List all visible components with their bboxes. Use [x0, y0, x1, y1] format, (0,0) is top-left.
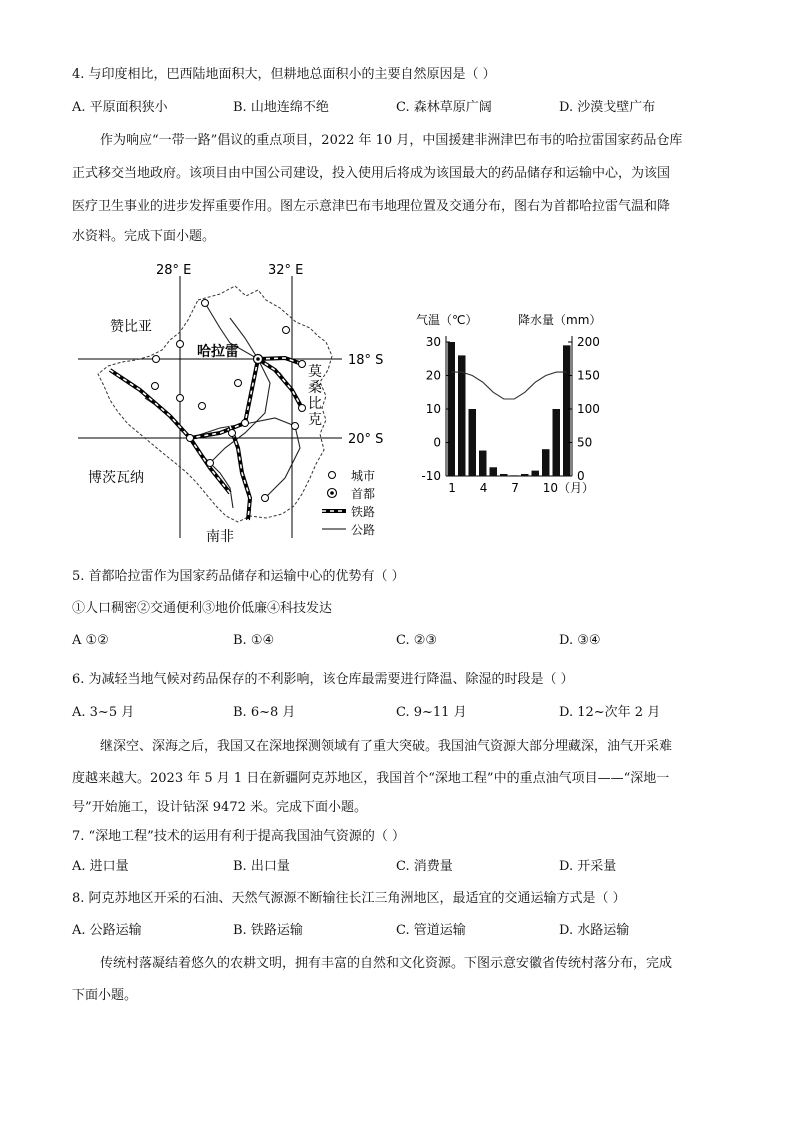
- passage1-line-2: 正式移交当地政府。该项目由中国公司建设，投入使用后将成为该国最大的药品储存和运输中心，为该国: [72, 166, 671, 181]
- city-marker: [207, 460, 214, 467]
- q5-option-d: D. ③④: [559, 633, 601, 648]
- passage1-line-3: 医疗卫生事业的进步发挥重要作用。图左示意津巴布韦地理位置及交通分布，图右为首都哈拉雷气温和降: [72, 199, 671, 214]
- city-markers: [152, 300, 306, 502]
- q7-stem: 7. “深地工程”技术的运用有利于提高我国油气资源的（ ）: [72, 829, 405, 844]
- passage2-line-2: 度越来越大。2023 年 5 月 1 日在新疆阿克苏地区，我国首个“深地工程”中的重点油气项目——“深地一: [72, 771, 670, 786]
- passage2-line-3: 号”开始施工，设计钻深 9472 米。完成下面小题。: [72, 800, 367, 815]
- legend-railway: 铁路: [351, 505, 376, 519]
- month-tick-label: 1: [448, 481, 456, 495]
- city-marker: [177, 395, 184, 402]
- q8-option-b: B. 铁路运输: [233, 923, 303, 938]
- precip-tick-label: 150: [577, 368, 600, 383]
- city-marker: [292, 423, 299, 430]
- q5-stem: 5. 首都哈拉雷作为国家药品储存和运输中心的优势有（ ）: [72, 569, 405, 584]
- precip-bar: [521, 474, 529, 476]
- q4-option-a: A. 平原面积狭小: [72, 100, 168, 115]
- temp-tick-label: 0: [433, 435, 441, 450]
- q4-option-c: C. 森林草原广阔: [396, 100, 492, 115]
- label-mozambique-4: 克: [308, 412, 322, 428]
- label-zambia: 赞比亚: [110, 319, 152, 335]
- precip-bar: [500, 474, 508, 476]
- month-tick-label: 7: [511, 481, 519, 495]
- city-marker: [299, 361, 306, 368]
- city-marker: [199, 403, 206, 410]
- precip-tick-label: 200: [577, 335, 600, 349]
- q8-option-c: C. 管道运输: [396, 923, 466, 938]
- passage1-line-1: 作为响应“一带一路”倡议的重点项目，2022 年 10 月，中国援建非洲津巴布韦的哈拉雷国家药品仓库: [100, 133, 683, 148]
- legend-city: 城市: [351, 469, 376, 483]
- temp-tick-label: -10: [421, 469, 441, 483]
- q4-option-b: B. 山地连绵不绝: [233, 100, 329, 115]
- temperature-line: [451, 372, 567, 399]
- city-marker: [177, 341, 184, 348]
- q6-option-b: B. 6~8 月: [233, 705, 296, 720]
- q5-option-a: A ①②: [72, 633, 109, 648]
- legend-capital: 首都: [351, 487, 376, 501]
- q6-stem: 6. 为减轻当地气候对药品保存的不利影响，该仓库最需要进行降温、除湿的时段是（ ）: [72, 672, 574, 687]
- city-marker: [229, 430, 236, 437]
- passage1-line-4: 水资料。完成下面小题。: [72, 229, 216, 244]
- lat-label-20s: 20° S: [348, 432, 384, 447]
- q6-option-c: C. 9~11 月: [396, 705, 467, 720]
- q8-option-d: D. 水路运输: [559, 923, 630, 938]
- lon-label-28e: 28° E: [156, 263, 192, 278]
- railway-network: [110, 358, 302, 520]
- month-tick-label: 10（月）: [542, 481, 595, 495]
- legend-city-symbol: [329, 472, 336, 479]
- q7-option-a: A. 进口量: [72, 859, 129, 874]
- q5-option-b: B. ①④: [233, 633, 275, 648]
- precip-bar: [511, 475, 519, 476]
- q4-option-d: D. 沙漠戈壁广布: [559, 100, 656, 115]
- q8-stem: 8. 阿克苏地区开采的石油、天然气源源不断输往长江三角洲地区，最适宜的交通运输方式是（ ）: [72, 891, 626, 906]
- zimbabwe-map: [70, 258, 390, 553]
- temp-tick-label: 20: [425, 368, 441, 383]
- harare-climate-chart: [408, 304, 628, 512]
- precip-tick-label: 0: [577, 469, 585, 483]
- precip-bar: [490, 467, 498, 476]
- precip-bar: [532, 471, 540, 476]
- city-marker: [299, 405, 306, 412]
- city-marker: [202, 300, 209, 307]
- q5-statements: ①人口稠密②交通便利③地价低廉④科技发达: [72, 601, 333, 616]
- city-marker: [153, 356, 160, 363]
- q5-option-c: C. ②③: [396, 633, 438, 648]
- city-marker: [187, 435, 194, 442]
- label-botswana: 博茨瓦纳: [88, 470, 144, 486]
- passage3-line-1: 传统村落凝结着悠久的农耕文明，拥有丰富的自然和文化资源。下图示意安徽省传统村落分布，完成: [100, 956, 673, 971]
- label-south-africa: 南非: [206, 529, 234, 545]
- city-marker: [262, 495, 269, 502]
- legend-road: 公路: [351, 523, 376, 537]
- passage2-line-1: 继深空、深海之后，我国又在深地探测领域有了重大突破。我国油气资源大部分埋藏深，油气开采难: [100, 739, 673, 754]
- precip-tick-label: 50: [577, 435, 593, 450]
- q7-option-d: D. 开采量: [559, 859, 617, 874]
- precip-bar: [542, 449, 550, 476]
- precip-bar: [563, 345, 571, 476]
- precip-axis-title: 降水量（mm）: [518, 313, 602, 327]
- city-marker: [283, 327, 290, 334]
- label-mozambique-1: 莫: [308, 364, 322, 380]
- lon-label-32e: 32° E: [268, 263, 304, 278]
- precip-bar: [479, 451, 487, 476]
- label-mozambique-2: 桑: [308, 380, 322, 396]
- temp-axis-title: 气温（℃）: [416, 313, 478, 327]
- label-mozambique-3: 比: [308, 396, 322, 412]
- q6-option-d: D. 12~次年 2 月: [559, 705, 661, 720]
- q7-option-c: C. 消费量: [396, 859, 453, 874]
- q7-option-b: B. 出口量: [233, 859, 290, 874]
- road-network: [145, 303, 302, 508]
- q4-stem: 4. 与印度相比，巴西陆地面积大，但耕地总面积小的主要自然原因是（ ）: [72, 67, 496, 82]
- precip-tick-label: 100: [577, 402, 600, 416]
- precip-bar: [469, 409, 477, 476]
- label-harare: 哈拉雷: [197, 344, 239, 360]
- month-tick-label: 4: [479, 481, 488, 495]
- capital-marker-dot: [256, 357, 260, 361]
- passage3-line-2: 下面小题。: [72, 988, 138, 1003]
- map-legend: [322, 469, 375, 537]
- temp-tick-label: 10: [425, 402, 441, 416]
- lat-label-18s: 18° S: [348, 353, 384, 368]
- q8-option-a: A. 公路运输: [72, 923, 142, 938]
- city-marker: [235, 380, 242, 387]
- city-marker: [152, 383, 159, 390]
- temp-tick-label: 30: [425, 335, 441, 349]
- q6-option-a: A. 3~5 月: [72, 705, 135, 720]
- city-marker: [242, 420, 249, 427]
- precip-bar: [553, 409, 561, 476]
